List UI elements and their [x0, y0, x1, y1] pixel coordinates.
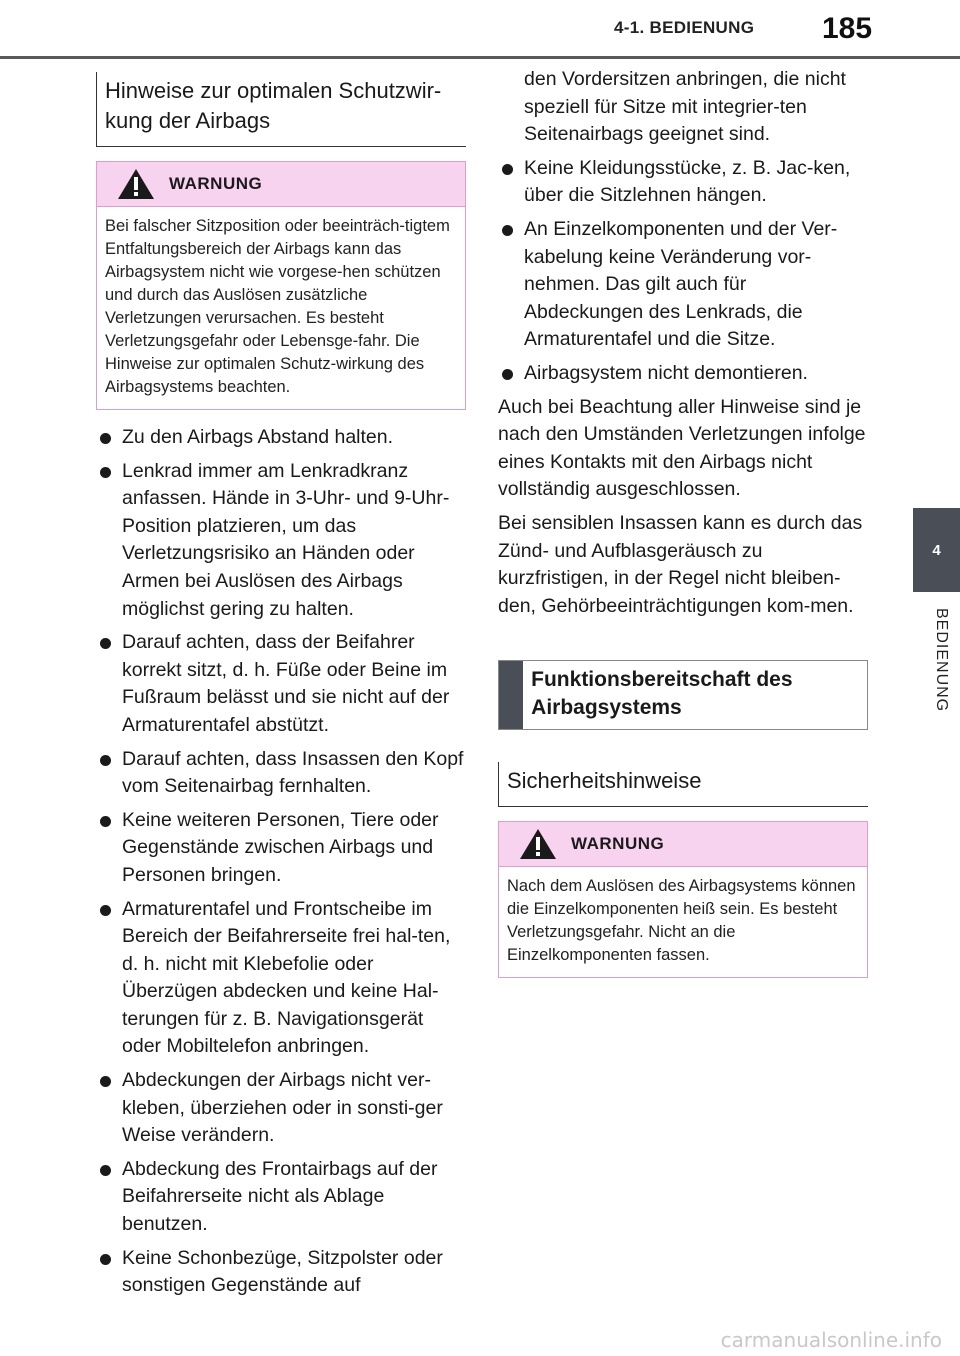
list-item: Armaturentafel und Frontscheibe im Bereich der Beifahrerseite frei hal-ten, d. h. nicht mit Klebefolie oder Überzügen abdecken und keine Hal-terungen für z. B. Navigationsgerät oder Mobiltelefon anbringen.: [96, 896, 466, 1062]
warning-triangle-icon: [519, 828, 557, 860]
list-item: Airbagsystem nicht demontieren.: [498, 360, 868, 388]
list-item: Abdeckung des Frontairbags auf der Beifahrerseite nicht als Ablage benutzen.: [96, 1156, 466, 1239]
paragraph: Bei sensiblen Insassen kann es durch das Zünd- und Aufblasgeräusch zu kurzfristigen, in der Regel nicht bleiben-den, Gehörbeeinträchtigungen kom-men.: [498, 511, 863, 617]
list-item: Keine weiteren Personen, Tiere oder Gegenstände zwischen Airbags und Personen bringen.: [96, 807, 466, 890]
subheading-airbag-protection: Hinweise zur optimalen Schutzwir-kung der Airbags: [96, 72, 466, 147]
paragraph: Auch bei Beachtung aller Hinweise sind je nach den Umständen Verletzungen infolge eines Kontakts mit den Airbags nicht vollständig ausgeschlossen.: [498, 395, 866, 501]
list-item: Lenkrad immer am Lenkradkranz anfassen. Hände in 3-Uhr- und 9-Uhr-Position platzieren, um das Verletzungsrisiko an Händen oder Armen bei Auslösen des Airbags möglichst gering zu halten.: [96, 458, 466, 624]
warning-text: Bei falscher Sitzposition oder beeinträch-tigtem Entfaltungsbereich der Airbags kann das Airbagsystem nicht wie vorgese-hen schützen und durch das Auslösen zusätzliche Verletzungen verursachen. Es besteht Verletzungsgefahr oder Lebensge-fahr. Die Hinweise zur optimalen Schutz-wirkung des Airbagsystems beachten.: [105, 217, 450, 396]
warning-header: [97, 162, 465, 207]
warning-box: [498, 821, 868, 978]
bullet-list-left: [96, 424, 466, 1300]
list-item: Keine Schonbezüge, Sitzpolster oder sonstigen Gegenstände auf: [96, 1245, 466, 1300]
list-item: Keine Kleidungsstücke, z. B. Jac-ken, über die Sitzlehnen hängen.: [498, 155, 868, 210]
header-rule: [0, 56, 960, 59]
warning-box: [96, 161, 466, 410]
section-heading-box: [498, 660, 868, 730]
chapter-label: BEDIENUNG: [933, 608, 950, 713]
bullet-list-right: [498, 155, 868, 388]
chapter-number: 4: [932, 541, 941, 559]
chapter-tab[interactable]: [913, 508, 960, 592]
list-item: Abdeckungen der Airbags nicht ver-kleben, überziehen oder in sonsti-ger Weise verändern.: [96, 1067, 466, 1150]
section-heading-bar: [499, 661, 523, 729]
warning-title: WARNUNG: [169, 174, 263, 193]
warning-header: [499, 822, 867, 867]
warning-title: WARNUNG: [571, 834, 665, 854]
right-column: [498, 66, 868, 978]
subheading-safety-notes: Sicherheitshinweise: [498, 762, 868, 807]
warning-text: Nach dem Auslösen des Airbagsystems können die Einzelkomponenten heiß sein. Es besteht Verletzungsgefahr. Nicht an die Einzelkomponenten fassen.: [507, 877, 856, 965]
list-item: An Einzelkomponenten und der Ver-kabelung keine Veränderung vor-nehmen. Das gilt auch für Abdeckungen des Lenkrads, die Armaturentafel und die Sitze.: [498, 216, 868, 354]
bullet-continuation: den Vordersitzen anbringen, die nicht speziell für Sitze mit integrier-ten Seitenairbags geeignet sind.: [524, 68, 846, 146]
section-heading-title: Funktionsbereitschaft des Airbagsystems: [531, 668, 793, 720]
page-number: 185: [822, 12, 873, 45]
list-item: Zu den Airbags Abstand halten.: [96, 424, 466, 452]
header-section-title: 4-1. BEDIENUNG: [614, 18, 755, 37]
list-item: Darauf achten, dass der Beifahrer korrekt sitzt, d. h. Füße oder Beine im Fußraum belässt und sie nicht auf der Armaturentafel abstützt.: [96, 629, 466, 739]
warning-triangle-icon: [117, 168, 155, 200]
watermark: carmanualsonline.info: [720, 1328, 942, 1352]
list-item: Darauf achten, dass Insassen den Kopf vom Seitenairbag fernhalten.: [96, 746, 466, 801]
left-column: [96, 72, 466, 1306]
